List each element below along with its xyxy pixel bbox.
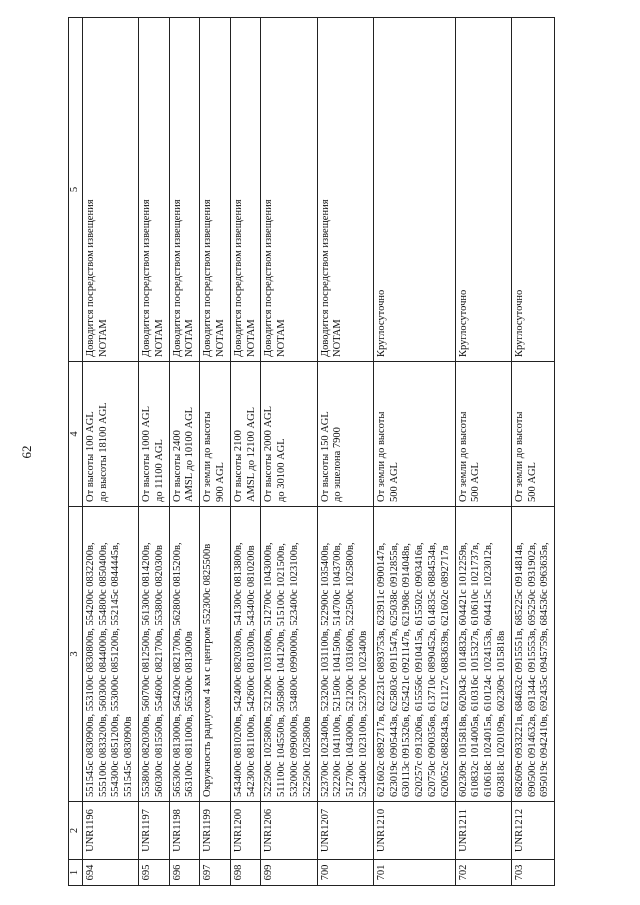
area-designator: UNR1210 [373,802,455,860]
remarks-text: Круглосуточно [375,289,387,357]
area-designator: UNR1212 [511,802,554,860]
remarks-text: Доводится посредством извещения NOTAM [232,199,257,357]
vertical-limits [373,362,455,507]
table-row [230,18,261,886]
limits-text: От высоты 1000 AGL до 11100 AGL [140,405,165,502]
column-header: 3 [69,507,83,802]
remarks-text: Круглосуточно [457,289,469,357]
activation-remarks [317,18,373,362]
boundary-coordinates [261,507,317,802]
row-number: 703 [511,860,554,886]
rotated-table-area [68,18,618,886]
coordinates-text: Окружность радиусом 4 км с центром 552300с 0825500в [202,543,214,797]
table-row [138,18,169,886]
vertical-limits [317,362,373,507]
coordinates-text: 551545с 0830900в, 553100с 0830800в, 554200с 0832200в, 555100с 0833200в, 560300с 0844000в, 554800с 0850400в, 554300с 0851200в, 553000с 0851200в, 552145с 0844445в, 551545с 0830900в [84,542,135,797]
boundary-coordinates [138,507,169,802]
column-header: 2 [69,802,83,860]
limits-text: От земли до высоты 500 AGL [457,411,482,502]
rotated-table-frame [68,18,618,886]
area-designator: UNR1211 [455,802,511,860]
coordinates-text: 565300с 0813000в, 564200с 0821700в, 562800с 0815200в, 563100с 0811000в, 565300с 0813000в [171,542,196,797]
vertical-limits [200,362,231,507]
remarks-text: Доводится посредством извещения NOTAM [202,199,226,357]
vertical-limits [82,362,138,507]
area-designator: UNR1200 [230,802,261,860]
table-header-row [69,18,83,886]
boundary-coordinates [169,507,200,802]
remarks-text: Доводится посредством извещения NOTAM [140,199,165,357]
vertical-limits [230,362,261,507]
row-number: 700 [317,860,373,886]
row-number: 697 [200,860,231,886]
activation-remarks [82,18,138,362]
column-header: 1 [69,860,83,886]
table-row [317,18,373,886]
coordinates-text: 682609с 0933221в, 684632с 0915551в, 685225с 0914814в, 690500с 0914632в, 691344с 0915553в, 695250с 0931902в, 695019с 0942410в, 692435с 0945759в, 684536с 0963635в, [513,542,551,797]
limits-text: От высоты 2100 AMSL до 12100 AGL [232,406,257,502]
column-header: 4 [69,362,83,507]
table-row [373,18,455,886]
row-number: 699 [261,860,317,886]
restricted-areas-table [68,17,555,886]
area-designator: UNR1199 [200,802,231,860]
vertical-limits [138,362,169,507]
boundary-coordinates [230,507,261,802]
vertical-limits [511,362,554,507]
table-row [82,18,138,886]
area-designator: UNR1207 [317,802,373,860]
coordinates-text: 553800с 0820300в, 560700с 0812500в, 561300с 0814200в, 560300с 0815500в, 554600с 0821700в, 553800с 0820300в [140,542,165,797]
table-row [455,18,511,886]
limits-text: От земли до высоты 900 AGL [202,411,226,502]
row-number: 695 [138,860,169,886]
column-header: 5 [69,18,83,362]
row-number: 701 [373,860,455,886]
activation-remarks [261,18,317,362]
table-body [82,18,554,886]
activation-remarks [169,18,200,362]
boundary-coordinates [82,507,138,802]
table-row [169,18,200,886]
coordinates-text: 543400с 0810200в, 542400с 0820300в, 541300с 0813800в, 542300с 0811000в, 542600с 0810300в, 543400с 0810200в [232,542,257,797]
area-designator: UNR1198 [169,802,200,860]
row-number: 698 [230,860,261,886]
area-designator: UNR1197 [138,802,169,860]
limits-text: От земли до высоты 500 AGL [375,411,400,502]
limits-text: От высоты 2000 AGL до 30100 AGL [263,405,288,502]
activation-remarks [200,18,231,362]
boundary-coordinates [511,507,554,802]
activation-remarks [230,18,261,362]
table-row [200,18,231,886]
limits-text: От высоты 150 AGL до эшелона 7900 [319,411,344,502]
vertical-limits [261,362,317,507]
boundary-coordinates [373,507,455,802]
limits-text: От высоты 2400 AMSL до 10100 AGL [171,406,196,502]
vertical-limits [455,362,511,507]
row-number: 702 [455,860,511,886]
coordinates-text: 522500с 1025800в, 521200с 1031600в, 512700с 1043000в, 511100с 1045500в, 505800с 1041200в, 515100с 1021500в, 532000с 0990000в, 534800с 0990000в, 523400с 1023100в, 522500с 1025800в [263,542,313,797]
coordinates-text: 602309с 1015818в, 602043с 1014832в, 604421с 1012259в, 610832с 1014005в, 610316с 1015327в, 610610с 1021737в, 610618с 1024015в, 610124с 1024153в, 604415с 1023012в, 603818с 1020109в, 602309с 1015818в [457,542,507,797]
page-number: 62 [19,445,34,459]
activation-remarks [455,18,511,362]
boundary-coordinates [317,507,373,802]
remarks-text: Круглосуточно [513,289,525,357]
table-row [511,18,554,886]
remarks-text: Доводится посредством извещения NOTAM [319,199,344,357]
vertical-limits [169,362,200,507]
row-number: 694 [82,860,138,886]
limits-text: От земли до высоты 500 AGL [513,411,538,502]
area-designator: UNR1196 [82,802,138,860]
coordinates-text: 621602с 0892717в, 622231с 0893753в, 623911с 0900147в, 623019с 0905443в, 625803с 0911547в, 625038с 0912855в, 630113с 0915326в, 625421с 0921147в, 621908с 0914048в, 620257с 0913206в, 615556с 0910415в, 615502с 0903416в, 620750с 0900356в, 613710с 0890452в, 614835с 0884534в, 620052с 0882843в, 621127с 0883639в, 621602с 0892717в [375,542,451,797]
coordinates-text: 523700с 1023400в, 523200с 1031100в, 522900с 1035400в, 522200с 1041100в, 521500с 1041500в, 514700с 1043700в, 512700с 1043000в, 521200с 1031600в, 522500с 1025800в, 523400с 1023100в, 523700с 1023400в [319,542,369,797]
activation-remarks [511,18,554,362]
area-designator: UNR1206 [261,802,317,860]
activation-remarks [138,18,169,362]
remarks-text: Доводится посредством извещения NOTAM [171,199,196,357]
boundary-coordinates [455,507,511,802]
table-row [261,18,317,886]
remarks-text: Доводится посредством извещения NOTAM [263,199,288,357]
remarks-text: Доводится посредством извещения NOTAM [84,199,109,357]
limits-text: От высоты 100 AGL до высоты 18100 AGL [84,402,109,502]
row-number: 696 [169,860,200,886]
activation-remarks [373,18,455,362]
boundary-coordinates [200,507,231,802]
